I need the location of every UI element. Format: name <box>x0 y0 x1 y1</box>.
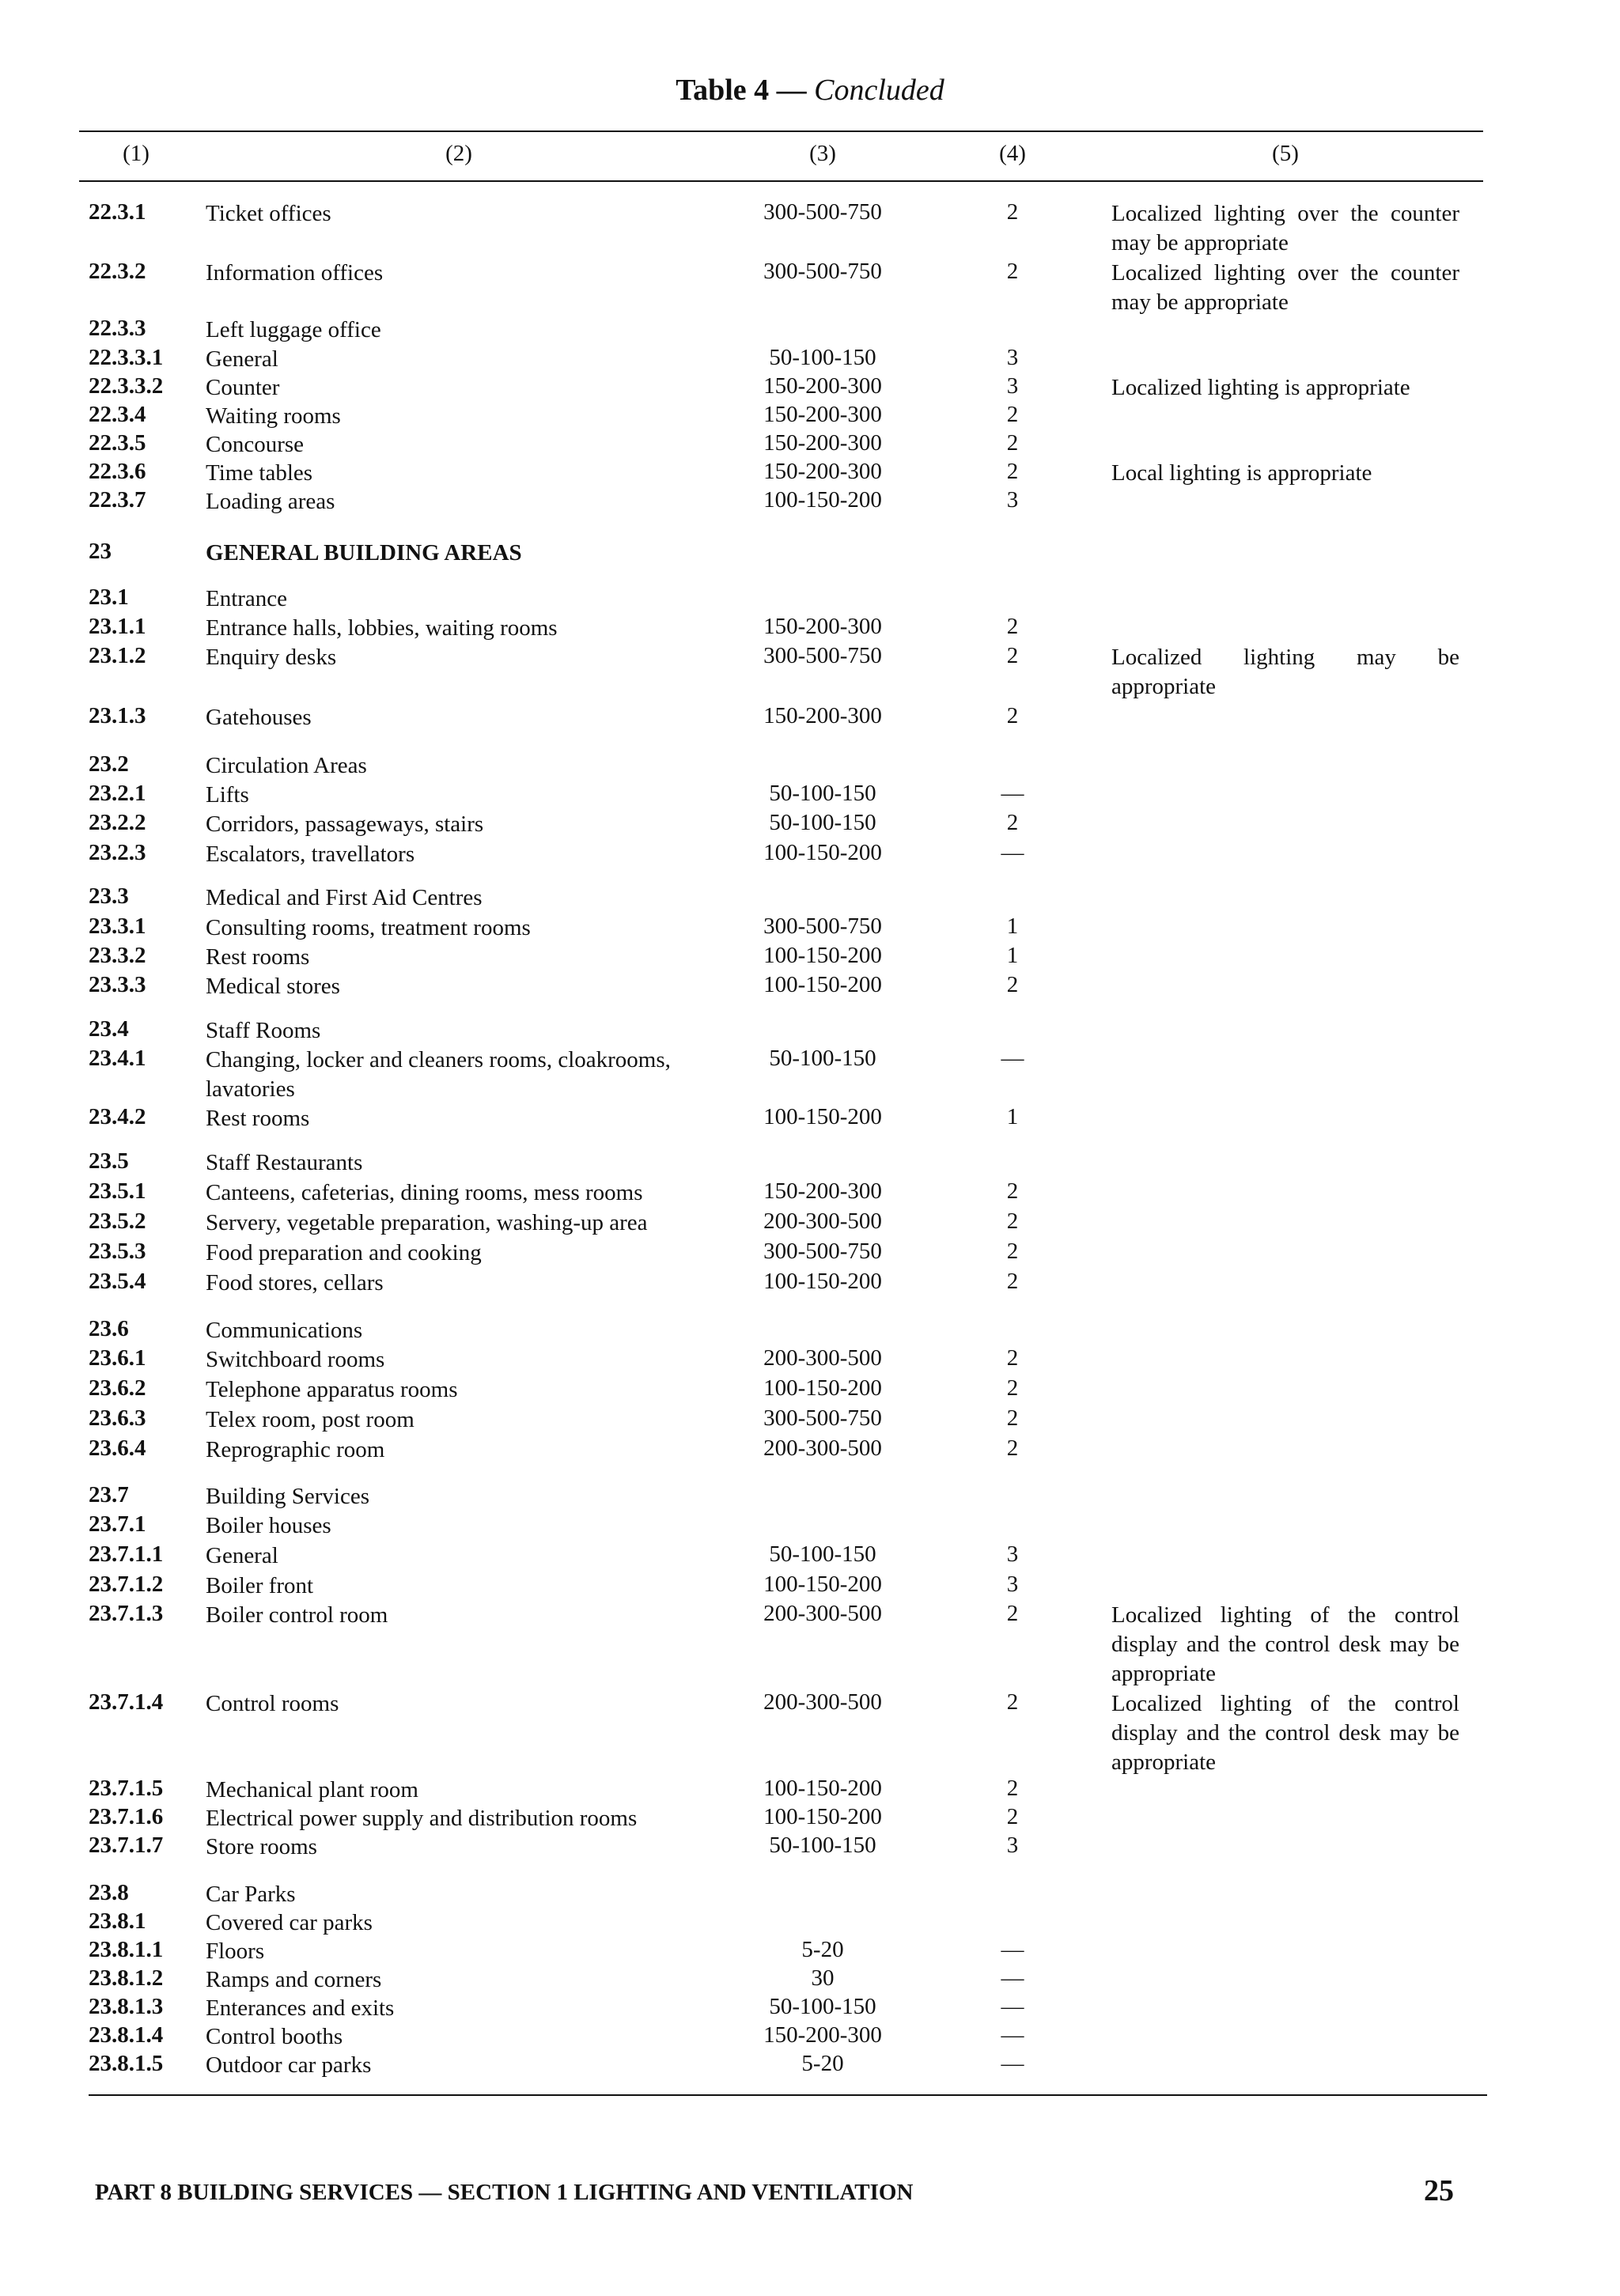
table-title-sub: Concluded <box>814 74 944 107</box>
row-description: Control rooms <box>206 1691 339 1716</box>
row-clause-number: 22.3.7 <box>89 487 146 513</box>
header-col3: (3) <box>809 141 836 166</box>
row-clause-number: 22.3.6 <box>89 459 146 484</box>
row-clause-number: 23.1 <box>89 584 129 610</box>
row-clause-number: 23.4 <box>89 1016 129 1042</box>
row-description: Enterances and exits <box>206 1995 395 2021</box>
row-remarks: Localized lighting of the control display and the control desk may be appropriate <box>1111 1602 1459 1686</box>
row-quality-class: 2 <box>1006 1405 1019 1431</box>
row-illuminance: 200-300-500 <box>763 1345 882 1371</box>
row-quality-class: 2 <box>1006 1269 1019 1294</box>
row-description: Boiler houses <box>206 1513 331 1538</box>
row-quality-class: 2 <box>1006 459 1019 484</box>
row-clause-number: 23.6 <box>89 1316 129 1341</box>
row-quality-class: — <box>1001 1046 1024 1071</box>
header-col4: (4) <box>999 141 1026 166</box>
row-quality-class: 2 <box>1006 259 1019 284</box>
row-illuminance: 30 <box>811 1965 835 1991</box>
row-clause-number: 23.6.3 <box>89 1405 146 1431</box>
row-description: Boiler control room <box>206 1602 388 1628</box>
row-quality-class: 3 <box>1006 373 1019 399</box>
row-clause-number: 22.3.3.2 <box>89 373 164 399</box>
row-quality-class: 1 <box>1006 943 1019 968</box>
row-description: Ramps and corners <box>206 1967 382 1992</box>
row-clause-number: 23.1.1 <box>89 614 146 639</box>
row-quality-class: 1 <box>1006 1104 1019 1129</box>
row-clause-number: 23.3.1 <box>89 913 146 939</box>
row-clause-number: 23.8.1 <box>89 1908 146 1934</box>
row-remarks: Localized lighting over the counter may be appropriate <box>1111 201 1459 255</box>
row-illuminance: 100-150-200 <box>763 487 882 513</box>
table-title <box>0 73 1620 108</box>
row-clause-number: 23.7.1.3 <box>89 1601 164 1626</box>
row-illuminance: 100-150-200 <box>763 1804 882 1829</box>
row-illuminance: 100-150-200 <box>763 1572 882 1597</box>
row-quality-class: 2 <box>1006 1178 1019 1204</box>
row-clause-number: 23.3.2 <box>89 943 146 968</box>
row-clause-number: 23.5 <box>89 1148 129 1174</box>
row-illuminance: 50-100-150 <box>769 1833 876 1858</box>
row-description: Consulting rooms, treatment rooms <box>206 915 531 940</box>
row-description: Entrance halls, lobbies, waiting rooms <box>206 615 558 641</box>
row-description: Store rooms <box>206 1834 317 1859</box>
row-clause-number: 23.8.1.2 <box>89 1965 164 1991</box>
row-description: Counter <box>206 375 280 400</box>
row-description: Circulation Areas <box>206 753 367 778</box>
row-illuminance: 150-200-300 <box>763 703 882 728</box>
header-col1: (1) <box>123 141 150 166</box>
row-quality-class: 1 <box>1006 913 1019 939</box>
row-clause-number: 23.2 <box>89 751 129 777</box>
row-description: Left luggage office <box>206 317 381 342</box>
row-clause-number: 23.5.2 <box>89 1209 146 1234</box>
row-quality-class: 2 <box>1006 430 1019 456</box>
row-description: Escalators, travellators <box>206 842 415 867</box>
row-description: Waiting rooms <box>206 403 341 429</box>
row-clause-number: 23.7.1.4 <box>89 1689 164 1715</box>
row-clause-number: 23.8.1.3 <box>89 1994 164 2019</box>
row-illuminance: 100-150-200 <box>763 1375 882 1401</box>
row-description: Medical and First Aid Centres <box>206 885 483 910</box>
row-quality-class: 2 <box>1006 1209 1019 1234</box>
row-description: Canteens, cafeterias, dining rooms, mess rooms <box>206 1180 643 1205</box>
row-clause-number: 22.3.1 <box>89 199 146 225</box>
row-quality-class: 2 <box>1006 1804 1019 1829</box>
row-illuminance: 200-300-500 <box>763 1689 882 1715</box>
row-description: Boiler front <box>206 1573 314 1598</box>
row-quality-class: 2 <box>1006 703 1019 728</box>
row-description: Rest rooms <box>206 944 310 970</box>
table-bottom-rule <box>89 2094 1487 2096</box>
row-quality-class: 2 <box>1006 1239 1019 1264</box>
row-quality-class: 3 <box>1006 1833 1019 1858</box>
row-illuminance: 50-100-150 <box>769 810 876 835</box>
row-description: Corridors, passageways, stairs <box>206 811 484 837</box>
row-description: Servery, vegetable preparation, washing-up area <box>206 1210 648 1235</box>
row-quality-class: — <box>1001 840 1024 865</box>
row-quality-class: — <box>1001 781 1024 806</box>
row-illuminance: 200-300-500 <box>763 1601 882 1626</box>
row-quality-class: 2 <box>1006 199 1019 225</box>
row-clause-number: 23.5.3 <box>89 1239 146 1264</box>
row-illuminance: 200-300-500 <box>763 1435 882 1461</box>
row-description: Switchboard rooms <box>206 1347 385 1372</box>
row-illuminance: 50-100-150 <box>769 1046 876 1071</box>
row-quality-class: 2 <box>1006 972 1019 997</box>
row-clause-number: 23.7.1.2 <box>89 1572 164 1597</box>
row-description: Telephone apparatus rooms <box>206 1377 458 1402</box>
row-description: Mechanical plant room <box>206 1777 418 1802</box>
row-quality-class: — <box>1001 2051 1024 2076</box>
row-illuminance: 300-500-750 <box>763 913 882 939</box>
row-description: Entrance <box>206 586 288 611</box>
row-illuminance: 300-500-750 <box>763 259 882 284</box>
row-clause-number: 23.3.3 <box>89 972 146 997</box>
row-quality-class: 3 <box>1006 487 1019 513</box>
row-illuminance: 100-150-200 <box>763 943 882 968</box>
row-illuminance: 100-150-200 <box>763 1269 882 1294</box>
row-illuminance: 200-300-500 <box>763 1209 882 1234</box>
row-quality-class: — <box>1001 1994 1024 2019</box>
row-description: Rest rooms <box>206 1106 310 1131</box>
row-description: Medical stores <box>206 974 340 999</box>
footer-section-title: PART 8 BUILDING SERVICES — SECTION 1 LIGHTING AND VENTILATION <box>95 2180 914 2205</box>
row-clause-number: 23.4.1 <box>89 1046 146 1071</box>
row-illuminance: 5-20 <box>801 2051 844 2076</box>
row-illuminance: 100-150-200 <box>763 972 882 997</box>
row-illuminance: 300-500-750 <box>763 1239 882 1264</box>
row-illuminance: 300-500-750 <box>763 1405 882 1431</box>
row-clause-number: 23.6.4 <box>89 1435 146 1461</box>
row-description: Control booths <box>206 2024 343 2049</box>
row-illuminance: 50-100-150 <box>769 1994 876 2019</box>
row-description: Changing, locker and cleaners rooms, cloakrooms, lavatories <box>206 1047 671 1102</box>
row-illuminance: 150-200-300 <box>763 614 882 639</box>
row-clause-number: 23.1.3 <box>89 703 146 728</box>
row-quality-class: — <box>1001 1937 1024 1962</box>
row-description: Lifts <box>206 782 249 808</box>
row-clause-number: 23.1.2 <box>89 643 146 668</box>
row-clause-number: 22.3.4 <box>89 402 146 427</box>
row-clause-number: 23.5.1 <box>89 1178 146 1204</box>
row-clause-number: 23.7.1.1 <box>89 1541 164 1567</box>
row-clause-number: 23.6.2 <box>89 1375 146 1401</box>
row-description: Staff Rooms <box>206 1018 321 1043</box>
row-quality-class: 2 <box>1006 1435 1019 1461</box>
header-top-rule <box>79 130 1483 132</box>
row-clause-number: 23 <box>89 539 112 564</box>
row-quality-class: 2 <box>1006 1689 1019 1715</box>
row-remarks: Localized lighting may be appropriate <box>1111 645 1459 699</box>
row-illuminance: 100-150-200 <box>763 1776 882 1801</box>
row-quality-class: 3 <box>1006 1541 1019 1567</box>
row-illuminance: 150-200-300 <box>763 373 882 399</box>
row-clause-number: 23.3 <box>89 883 129 909</box>
row-quality-class: 2 <box>1006 614 1019 639</box>
row-illuminance: 5-20 <box>801 1937 844 1962</box>
row-clause-number: 23.5.4 <box>89 1269 146 1294</box>
row-quality-class: 2 <box>1006 1776 1019 1801</box>
row-quality-class: — <box>1001 1965 1024 1991</box>
row-quality-class: 2 <box>1006 643 1019 668</box>
header-col5: (5) <box>1272 141 1299 166</box>
row-illuminance: 150-200-300 <box>763 459 882 484</box>
header-bottom-rule <box>79 180 1483 182</box>
row-clause-number: 23.7.1.6 <box>89 1804 164 1829</box>
row-illuminance: 300-500-750 <box>763 199 882 225</box>
row-clause-number: 23.7.1 <box>89 1511 146 1537</box>
row-illuminance: 100-150-200 <box>763 1104 882 1129</box>
row-description: Building Services <box>206 1484 370 1509</box>
row-description: Outdoor car parks <box>206 2052 372 2078</box>
row-description: Car Parks <box>206 1882 296 1907</box>
row-description: Floors <box>206 1939 265 1964</box>
row-illuminance: 300-500-750 <box>763 643 882 668</box>
row-quality-class: 3 <box>1006 1572 1019 1597</box>
row-illuminance: 50-100-150 <box>769 781 876 806</box>
row-illuminance: 100-150-200 <box>763 840 882 865</box>
row-quality-class: 2 <box>1006 402 1019 427</box>
row-description: Staff Restaurants <box>206 1150 363 1175</box>
row-description: Food preparation and cooking <box>206 1240 482 1265</box>
row-quality-class: 2 <box>1006 1601 1019 1626</box>
row-clause-number: 23.8 <box>89 1880 129 1905</box>
row-description: Loading areas <box>206 489 335 514</box>
row-remarks: Local lighting is appropriate <box>1111 460 1372 486</box>
row-quality-class: 2 <box>1006 1375 1019 1401</box>
row-description: Covered car parks <box>206 1910 373 1935</box>
row-description: Telex room, post room <box>206 1407 414 1432</box>
row-clause-number: 23.7.1.5 <box>89 1776 164 1801</box>
row-illuminance: 150-200-300 <box>763 430 882 456</box>
row-quality-class: — <box>1001 2022 1024 2048</box>
table-title-main: Table 4 — <box>676 74 807 107</box>
row-clause-number: 23.2.3 <box>89 840 146 865</box>
row-description: Time tables <box>206 460 313 486</box>
row-description: Reprographic room <box>206 1437 385 1462</box>
row-description: Communications <box>206 1318 363 1343</box>
row-clause-number: 22.3.2 <box>89 259 146 284</box>
row-clause-number: 23.4.2 <box>89 1104 146 1129</box>
row-remarks: Localized lighting is appropriate <box>1111 375 1410 400</box>
row-clause-number: 23.8.1.1 <box>89 1937 164 1962</box>
row-description: General <box>206 346 278 372</box>
row-quality-class: 3 <box>1006 345 1019 370</box>
row-illuminance: 50-100-150 <box>769 345 876 370</box>
row-clause-number: 23.8.1.5 <box>89 2051 164 2076</box>
row-clause-number: 23.2.1 <box>89 781 146 806</box>
row-description: Ticket offices <box>206 201 331 226</box>
row-illuminance: 150-200-300 <box>763 1178 882 1204</box>
row-description: Electrical power supply and distribution rooms <box>206 1806 638 1831</box>
page-number: 25 <box>1424 2174 1454 2207</box>
row-description: Gatehouses <box>206 705 312 730</box>
row-illuminance: 150-200-300 <box>763 402 882 427</box>
row-quality-class: 2 <box>1006 810 1019 835</box>
row-clause-number: 23.8.1.4 <box>89 2022 164 2048</box>
row-clause-number: 23.7 <box>89 1482 129 1507</box>
row-clause-number: 23.2.2 <box>89 810 146 835</box>
row-clause-number: 22.3.3 <box>89 316 146 341</box>
row-description: Information offices <box>206 260 384 286</box>
row-clause-number: 23.6.1 <box>89 1345 146 1371</box>
row-remarks: Localized lighting over the counter may be appropriate <box>1111 260 1459 315</box>
row-clause-number: 22.3.5 <box>89 430 146 456</box>
row-remarks: Localized lighting of the control display and the control desk may be appropriate <box>1111 1691 1459 1775</box>
row-quality-class: 2 <box>1006 1345 1019 1371</box>
row-clause-number: 23.7.1.7 <box>89 1833 164 1858</box>
row-description: GENERAL BUILDING AREAS <box>206 540 522 565</box>
row-description: Concourse <box>206 432 305 457</box>
row-description: Food stores, cellars <box>206 1270 384 1296</box>
row-description: General <box>206 1543 278 1568</box>
row-illuminance: 150-200-300 <box>763 2022 882 2048</box>
row-description: Enquiry desks <box>206 645 337 670</box>
header-col2: (2) <box>445 141 472 166</box>
row-illuminance: 50-100-150 <box>769 1541 876 1567</box>
row-clause-number: 22.3.3.1 <box>89 345 164 370</box>
